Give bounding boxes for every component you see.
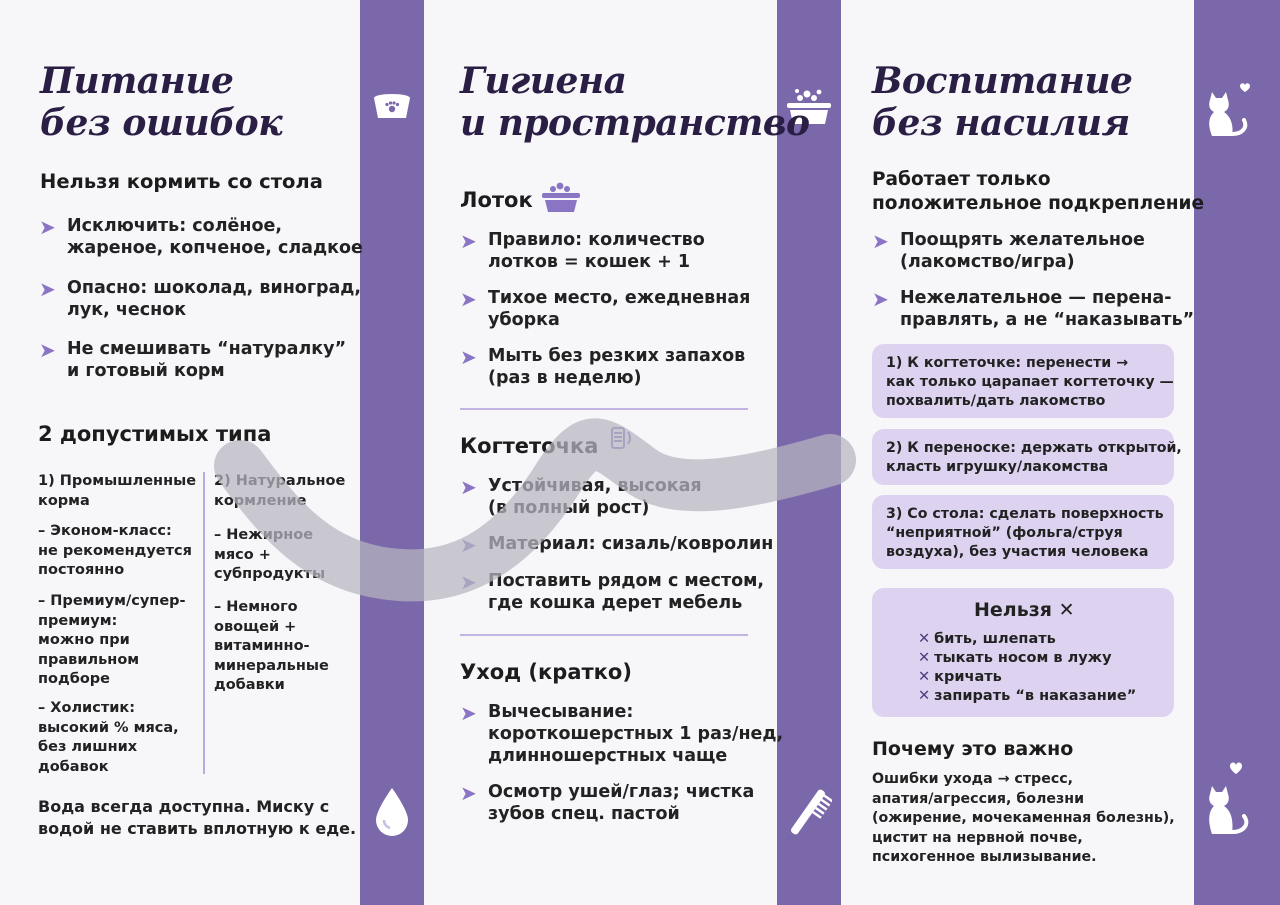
col3-ban-box <box>872 588 1174 717</box>
col1-right-item: 2) Натуральное кормление <box>214 473 346 509</box>
ban-title: Нельзя ✕ <box>974 599 1075 621</box>
col3-bullet: ➤ Нежелательное — перена- правлять, а не “наказывать” <box>872 287 1195 330</box>
col2-care-bullet: ➤ Осмотр ушей/глаз; чистка зубов спец. пастой <box>460 781 755 824</box>
col1-left-item: 1) Промышленные корма <box>38 473 197 509</box>
col1-bullet: ➤ Исключить: солёное, жареное, копченое, сладкое <box>39 215 363 258</box>
col2-care-heading: Уход (кратко) <box>460 660 632 684</box>
cross-icon: ✕ <box>918 669 931 685</box>
arrow-icon: ➤ <box>460 570 477 594</box>
ban-item: ✕ бить, шлепать <box>918 631 1056 647</box>
col1-right-item: – Нежирное мясо + субпродукты <box>214 527 326 582</box>
ban-item: ✕ запирать “в наказание” <box>918 688 1137 704</box>
col1-heading: Нельзя кормить со стола <box>40 170 323 193</box>
col3-tip-box: 3) Со стола: сделать поверхность “неприятной” (фольга/струя воздуха), без участия человека <box>872 495 1174 569</box>
col1-divider <box>203 472 205 774</box>
col3-why-text: Ошибки ухода → стресс, апатия/агрессия, болезни (ожирение, мочекаменная болезнь), цистит на нервной почве, психогенное вылизывание. <box>872 771 1175 865</box>
col1-types-heading: 2 допустимых типа <box>38 422 272 446</box>
col2-scratch-bullet: ➤ Материал: сизаль/ковролин <box>460 533 774 557</box>
col3-heading: Работает только положительное подкрепление <box>872 169 1205 214</box>
col2-litter-bullet: ➤ Правило: количество лотков = кошек + 1 <box>460 229 705 272</box>
ban-item: ✕ тыкать носом в лужу <box>918 650 1112 666</box>
col2-litter-bullet: ➤ Тихое место, ежедневная уборка <box>460 287 751 330</box>
comb-icon <box>784 782 832 846</box>
arrow-icon: ➤ <box>460 781 477 805</box>
arrow-icon: ➤ <box>39 338 56 362</box>
col1-left-item: – Холистик: высокий % мяса, без лишних добавок <box>38 700 179 775</box>
col1-bullet: ➤ Опасно: шоколад, виноград, лук, чеснок <box>39 277 362 320</box>
arrow-icon: ➤ <box>460 229 477 253</box>
cross-icon: ✕ <box>918 688 931 704</box>
water-drop-icon <box>372 786 412 842</box>
food-bowl-icon <box>368 88 416 128</box>
col2-title: Гигиена и пространство <box>460 60 810 144</box>
arrow-icon: ➤ <box>460 475 477 499</box>
cross-icon: ✕ <box>918 650 931 666</box>
col1-right-item: – Немного овощей + витаминно- минеральные добавки <box>214 599 329 693</box>
col2-scratch-bullet: ➤ Поставить рядом с местом, где кошка дерет мебель <box>460 570 765 613</box>
stripe-1 <box>360 0 424 905</box>
col3-title: Воспитание без насилия <box>872 60 1133 144</box>
arrow-icon: ➤ <box>872 287 889 311</box>
col2-care-bullet: ➤ Вычесывание: короткошерстных 1 раз/нед, длинношерстных чаще <box>460 701 784 766</box>
col2-rule <box>460 408 748 410</box>
arrow-icon: ➤ <box>460 345 477 369</box>
col1-footer: Вода всегда доступна. Миску с водой не ставить вплотную к еде. <box>38 797 357 838</box>
col3-tip-box: 1) К когтеточке: перенести → как только царапает когтеточку — похвалить/дать лакомство <box>872 344 1174 418</box>
cat-heart-icon <box>1200 760 1256 844</box>
litter-box-icon <box>538 180 584 220</box>
col2-litter-heading: Лоток <box>460 188 533 212</box>
col2-scratch-bullet: ➤ Устойчивая, высокая (в полный рост) <box>460 475 702 518</box>
col2-scratch-heading: Когтеточка <box>460 434 599 458</box>
scratching-post-icon <box>606 424 636 458</box>
col1-bullet: ➤ Не смешивать “натуралку” и готовый корм <box>39 338 347 381</box>
cat-heart-icon <box>1200 80 1256 146</box>
arrow-icon: ➤ <box>460 533 477 557</box>
ban-item: ✕ кричать <box>918 669 1002 685</box>
arrow-icon: ➤ <box>460 287 477 311</box>
col3-bullet: ➤ Поощрять желательное (лакомство/игра) <box>872 229 1145 272</box>
arrow-icon: ➤ <box>872 229 889 253</box>
col1-title: Питание без ошибок <box>40 60 283 144</box>
col1-left-item: – Эконом-класс: не рекомендуется постоянно <box>38 523 192 578</box>
arrow-icon: ➤ <box>39 277 56 301</box>
arrow-icon: ➤ <box>39 215 56 239</box>
col1-left-item: – Премиум/супер- премиум: можно при правильном подборе <box>38 593 186 687</box>
arrow-icon: ➤ <box>460 701 477 725</box>
col3-tip-box: 2) К переноске: держать открытой, класть игрушку/лакомства <box>872 429 1174 485</box>
col2-litter-bullet: ➤ Мыть без резких запахов (раз в неделю) <box>460 345 746 388</box>
cross-icon: ✕ <box>918 631 931 647</box>
col2-rule <box>460 634 748 636</box>
col3-why-heading: Почему это важно <box>872 738 1074 760</box>
